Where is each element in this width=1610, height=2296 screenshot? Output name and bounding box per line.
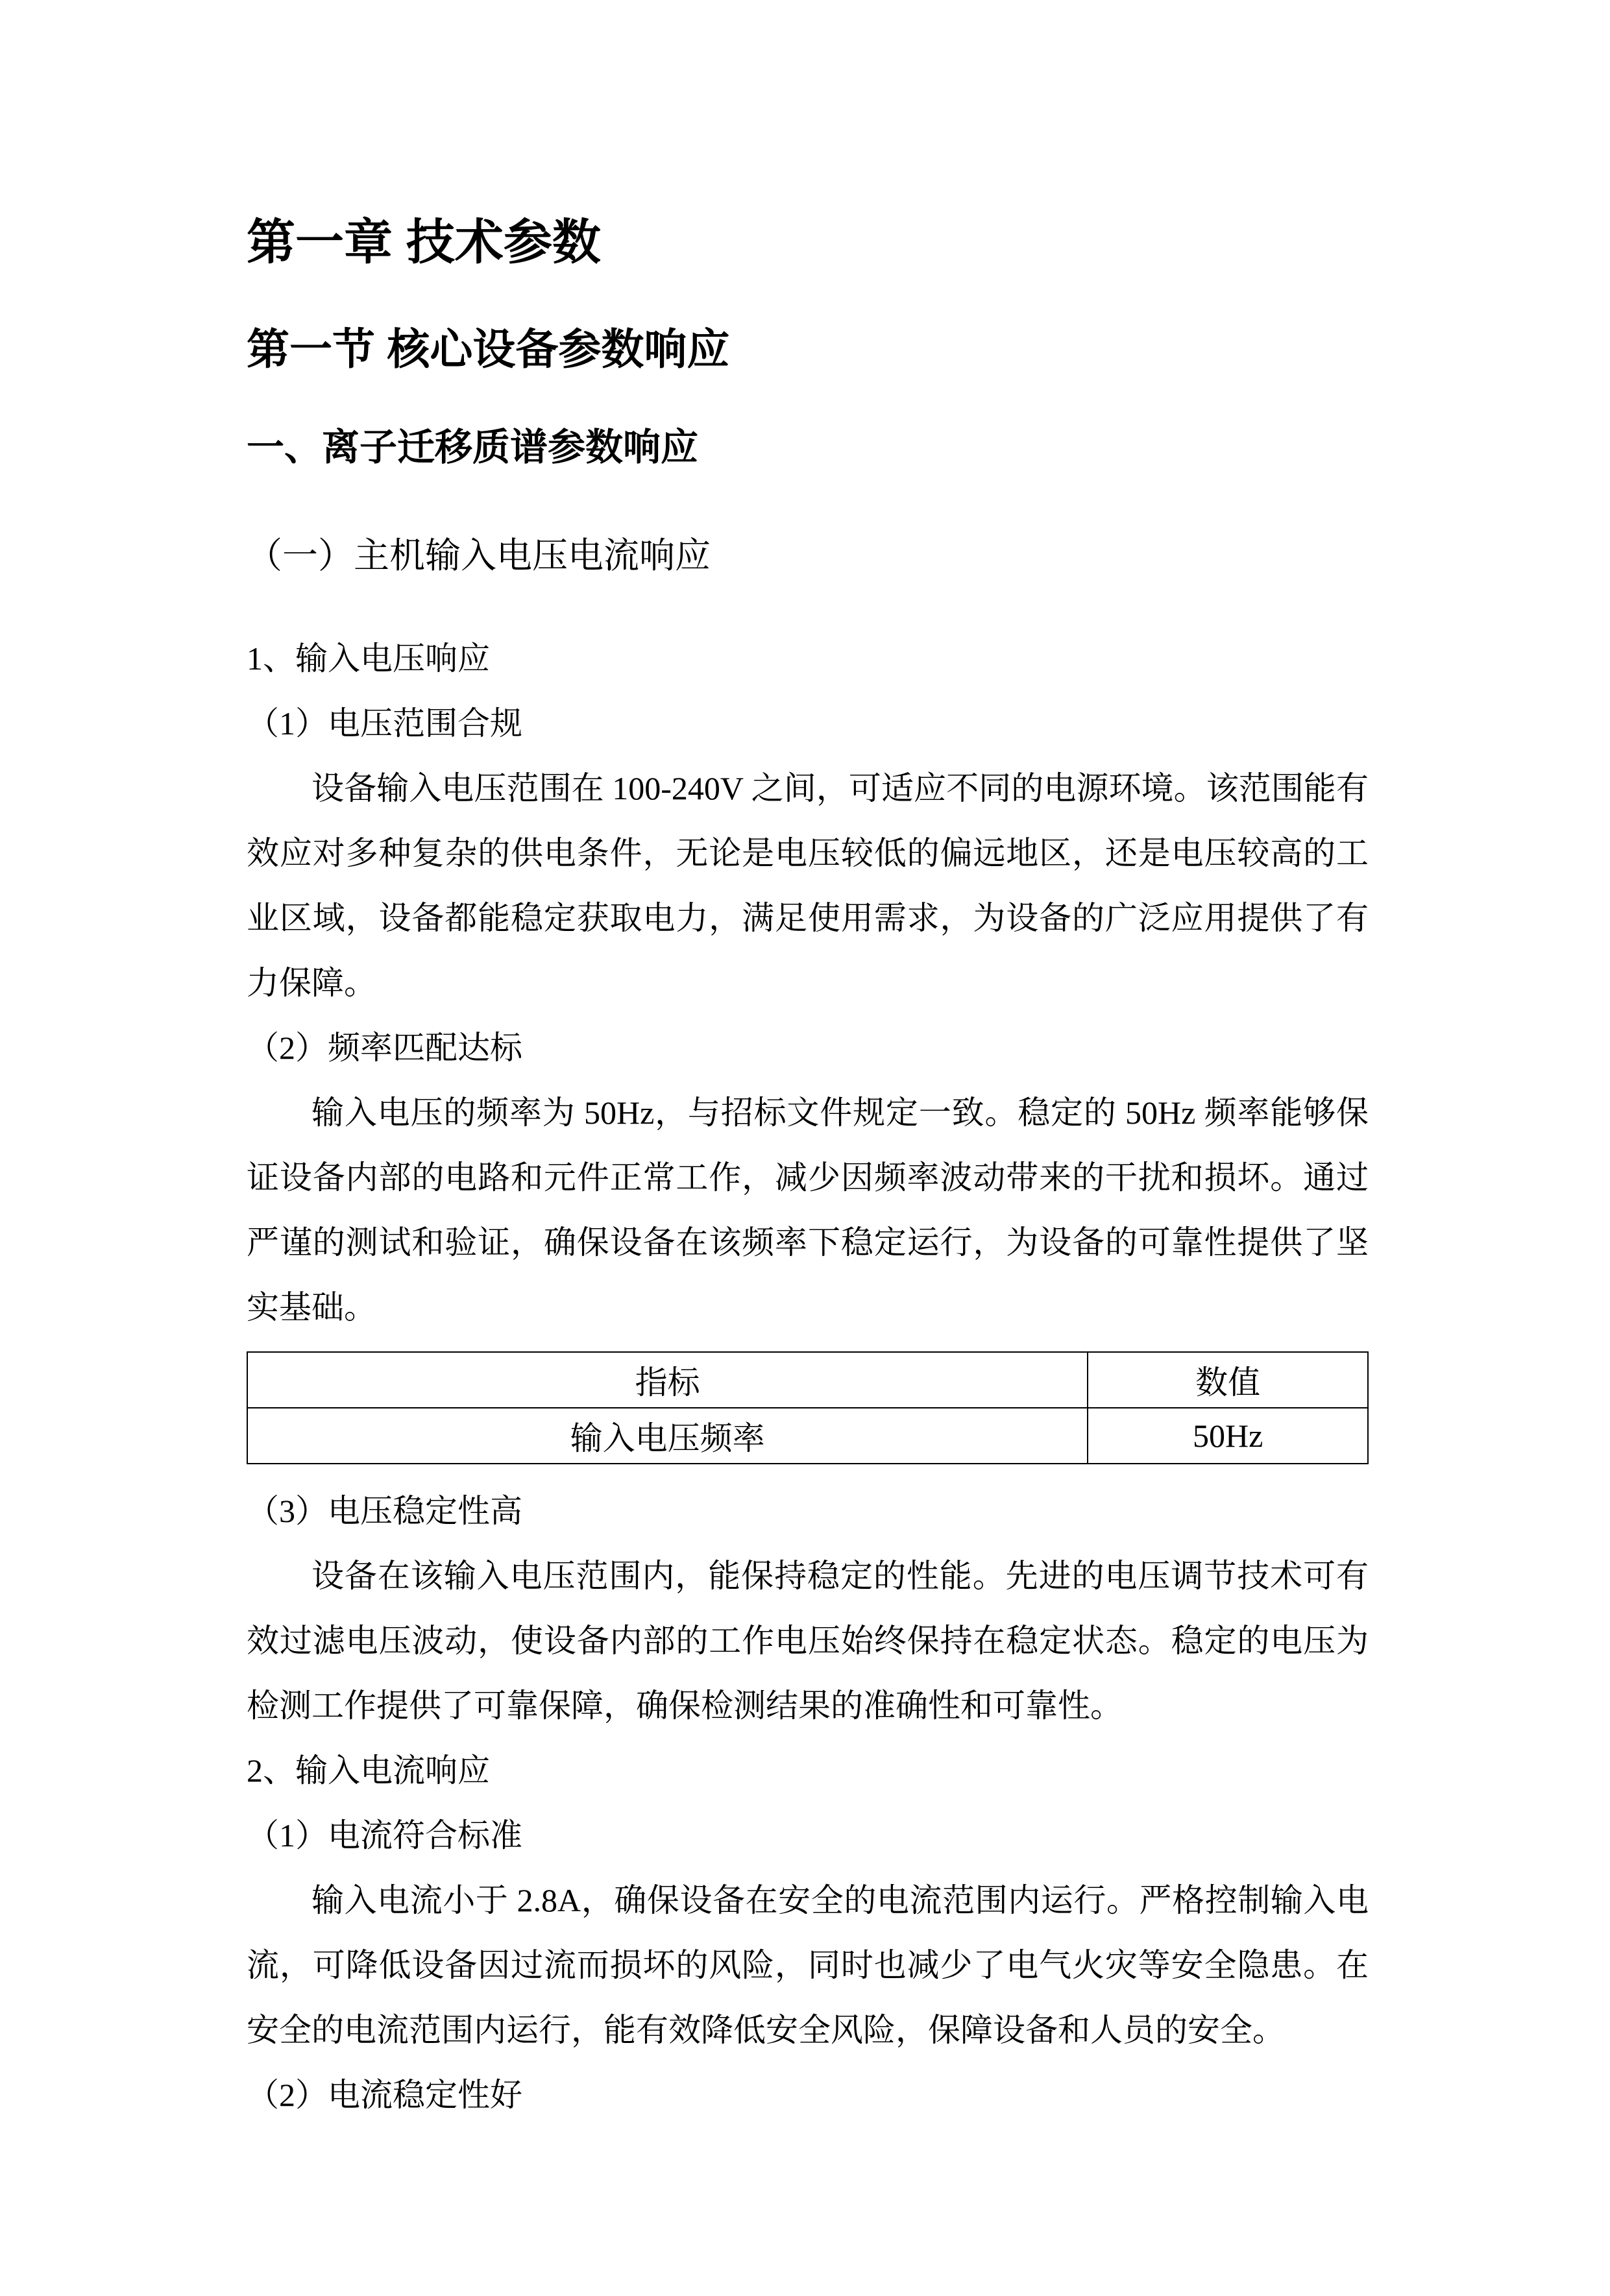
subsection-heading: 一、离子迁移质谱参数响应 bbox=[247, 426, 699, 469]
paragraph-voltage-stability: 设备在该输入电压范围内，能保持稳定的性能。先进的电压调节技术可有效过滤电压波动，使设备内部的工作电压始终保持在稳定状态。稳定的电压为检测工作提供了可靠保障，确保检测结果的准确性和可靠性。 bbox=[247, 1557, 1369, 1724]
paragraph-current-standard: 输入电流小于 2.8A，确保设备在安全的电流范围内运行。严格控制输入电流，可降低设备因过流而损坏的风险，同时也减少了电气火灾等安全隐患。在安全的电流范围内运行，能有效降低安全风险，保障设备和人员的安全。 bbox=[247, 1881, 1369, 2048]
table-row bbox=[247, 1408, 1368, 1464]
subsubsection-heading: （一）主机输入电压电流响应 bbox=[247, 535, 711, 575]
paragraph-voltage-range: 设备输入电压范围在 100-240V 之间，可适应不同的电源环境。该范围能有效应对多种复杂的供电条件，无论是电压较低的偏远地区，还是电压较高的工业区域，设备都能稳定获取电力，满足使用需求，为设备的广泛应用提供了有力保障。 bbox=[247, 769, 1369, 1001]
table-header-row bbox=[247, 1352, 1368, 1408]
spec-table bbox=[247, 1351, 1369, 1464]
table-header-indicator: 指标 bbox=[247, 1352, 1088, 1408]
item1-sub2-title: （2）频率匹配达标 bbox=[247, 1029, 522, 1066]
paragraph-frequency: 输入电压的频率为 50Hz，与招标文件规定一致。稳定的 50Hz 频率能够保证设备内部的电路和元件正常工作，减少因频率波动带来的干扰和损坏。通过严谨的测试和验证，确保设备在该频率下稳定运行，为设备的可靠性提供了坚实基础。 bbox=[247, 1094, 1369, 1325]
table-cell-value: 50Hz bbox=[1088, 1408, 1368, 1464]
item2-title: 2、输入电流响应 bbox=[247, 1752, 490, 1789]
section-heading: 第一节 核心设备参数响应 bbox=[247, 325, 730, 374]
item1-sub3-title: （3）电压稳定性高 bbox=[247, 1492, 522, 1529]
table-header-value: 数值 bbox=[1088, 1352, 1368, 1408]
item2-sub1-title: （1）电流符合标准 bbox=[247, 1817, 522, 1854]
chapter-heading: 第一章 技术参数 bbox=[247, 215, 601, 269]
table-cell-indicator: 输入电压频率 bbox=[247, 1408, 1088, 1464]
item1-sub1-title: （1）电压范围合规 bbox=[247, 705, 522, 742]
item2-sub2-title: （2）电流稳定性好 bbox=[247, 2076, 522, 2113]
item1-title: 1、输入电压响应 bbox=[247, 640, 490, 677]
